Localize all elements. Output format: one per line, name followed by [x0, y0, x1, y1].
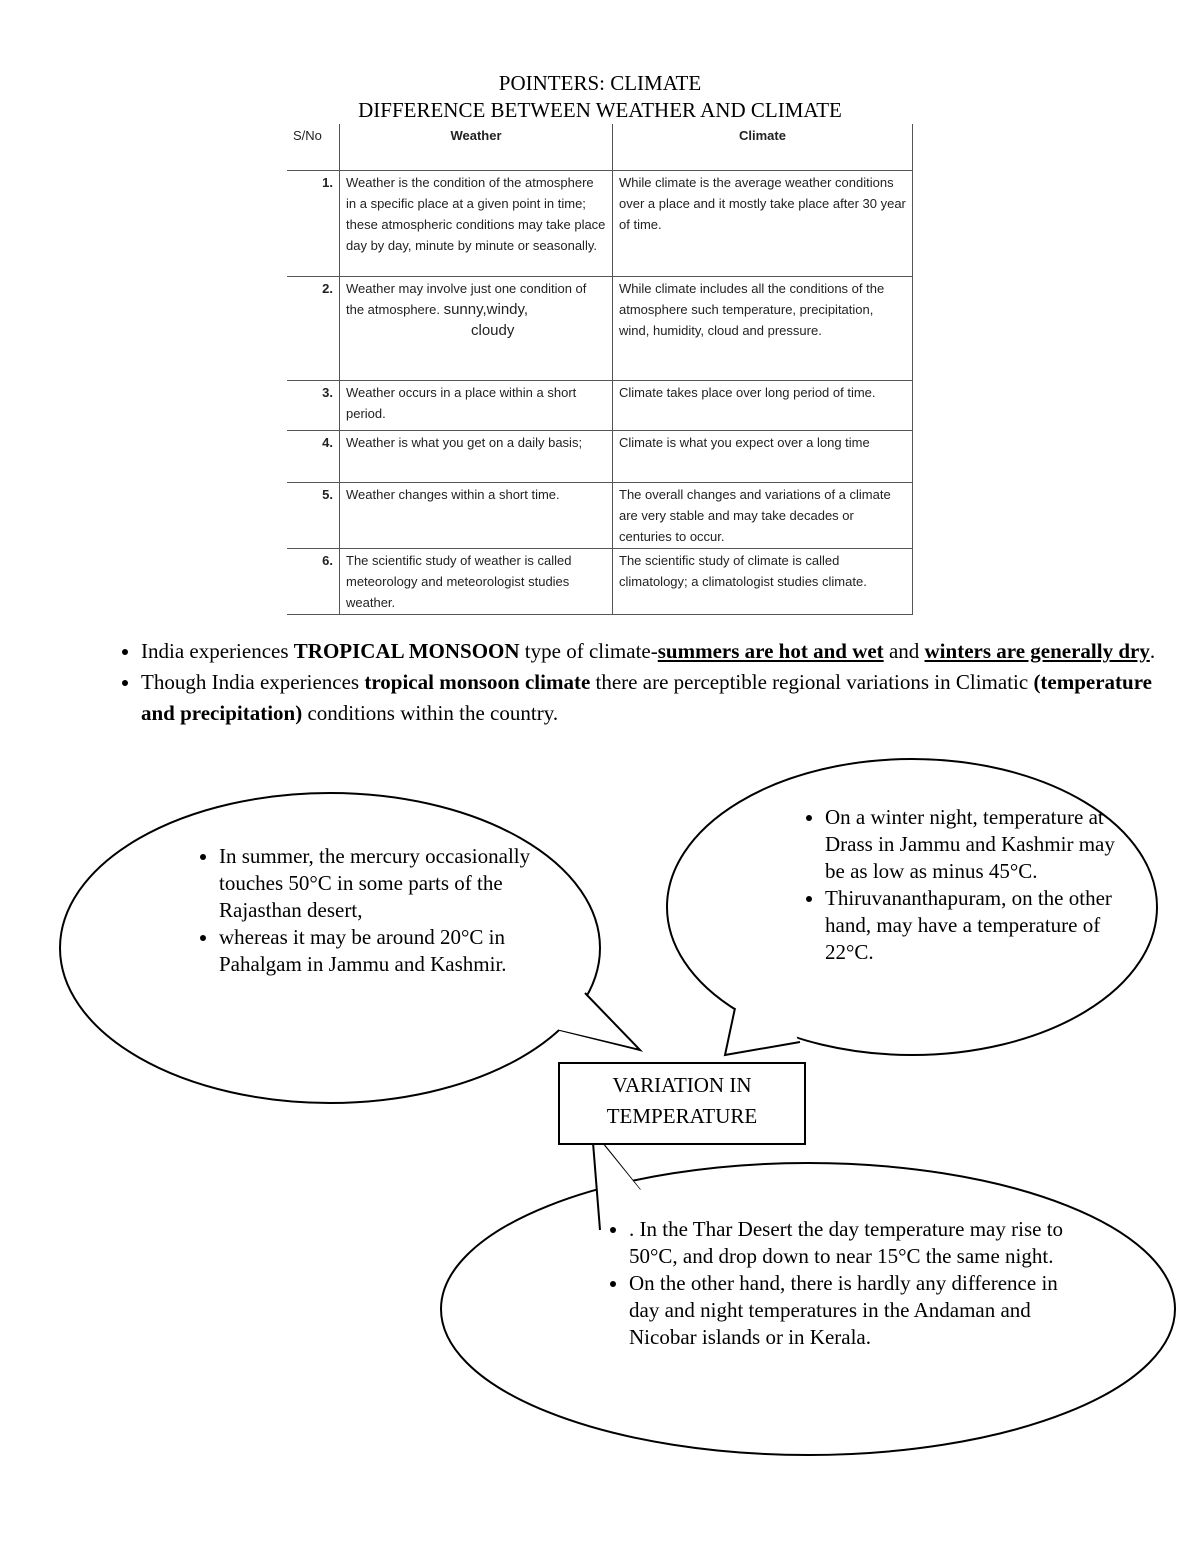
weather-examples-2: cloudy	[471, 322, 515, 339]
weather-text: Weather may involve just one condition of the atmosphere.	[346, 281, 587, 317]
variation-in-temperature-box	[558, 1062, 806, 1145]
text: there are perceptible regional variations in Climatic	[590, 670, 1034, 694]
row-number: 4.	[287, 431, 340, 483]
row-number: 6.	[287, 549, 340, 615]
climate-cell: While climate includes all the conditions of the atmosphere such temperature, precipitation, wind, humidity, cloud and pressure.	[613, 277, 913, 381]
page-subtitle: DIFFERENCE BETWEEN WEATHER AND CLIMATE	[358, 98, 842, 122]
weather-cell: Weather is what you get on a daily basis;	[340, 431, 613, 483]
row-number: 3.	[287, 381, 340, 431]
row-number: 5.	[287, 483, 340, 549]
bottom-callout-text	[592, 1216, 1069, 1351]
center-label: VARIATION IN TEMPERATURE	[606, 1073, 758, 1128]
weather-cell: Weather is the condition of the atmosphere in a specific place at a given point in time; these atmospheric conditions may take place day by day, minute by minute or seasonally.	[340, 171, 613, 277]
weather-examples: sunny,windy,	[443, 301, 529, 318]
bullet-item: • . In the Thar Desert the day temperature may rise to 50°C, and drop down to near 15°C the same night.	[629, 1216, 1069, 1270]
row-number: 1.	[287, 171, 340, 277]
text: and	[883, 639, 925, 663]
climate-cell: The scientific study of climate is called climatology; a climatologist studies climate.	[613, 549, 913, 615]
right-callout-text	[788, 804, 1115, 966]
page-title: POINTERS: CLIMATE	[498, 71, 702, 95]
text: India experiences	[141, 639, 294, 663]
text: .	[1149, 639, 1156, 663]
row-number: 2.	[287, 277, 340, 381]
weather-cell: The scientific study of weather is called meteorology and meteorologist studies weather.	[340, 549, 613, 615]
col-weather: Weather	[340, 124, 613, 171]
underlined-text: winters are generally dry	[924, 639, 1150, 663]
text: conditions within the country.	[302, 701, 559, 725]
col-sno: S/No	[287, 124, 340, 171]
bold-text: tropical monsoon climate	[364, 670, 591, 694]
bullet-item: • On the other hand, there is hardly any difference in day and night temperatures in the Andaman and Nicobar islands or in Kerala.	[629, 1270, 1069, 1351]
col-climate: Climate	[613, 124, 913, 171]
climate-cell: The overall changes and variations of a climate are very stable and may take decades or centuries to occur.	[613, 483, 913, 549]
text: type of climate-	[519, 639, 658, 663]
climate-cell: Climate takes place over long period of time.	[613, 381, 913, 431]
weather-cell: Weather occurs in a place within a short period.	[340, 381, 613, 431]
left-callout-text	[182, 843, 539, 978]
weather-cell: Weather changes within a short time.	[340, 483, 613, 549]
text: Though India experiences	[141, 670, 365, 694]
bold-text: (temperature and precipitation)	[141, 670, 1152, 725]
bullet-item: • Thiruvananthapuram, on the other hand, may have a temperature of 22°C.	[825, 885, 1115, 966]
underlined-text: summers are hot and wet	[657, 639, 884, 663]
climate-cell: Climate is what you expect over a long time	[613, 431, 913, 483]
bullet-item: • In summer, the mercury occasionally touches 50°C in some parts of the Rajasthan desert,	[219, 843, 539, 924]
bullet-item: • whereas it may be around 20°C in Pahalgam in Jammu and Kashmir.	[219, 924, 539, 978]
bullet-item: • On a winter night, temperature at Drass in Jammu and Kashmir may be as low as minus 45°C.	[825, 804, 1115, 885]
bold-text: TROPICAL MONSOON	[293, 639, 520, 663]
climate-cell: While climate is the average weather conditions over a place and it mostly take place after 30 year of time.	[613, 171, 913, 277]
